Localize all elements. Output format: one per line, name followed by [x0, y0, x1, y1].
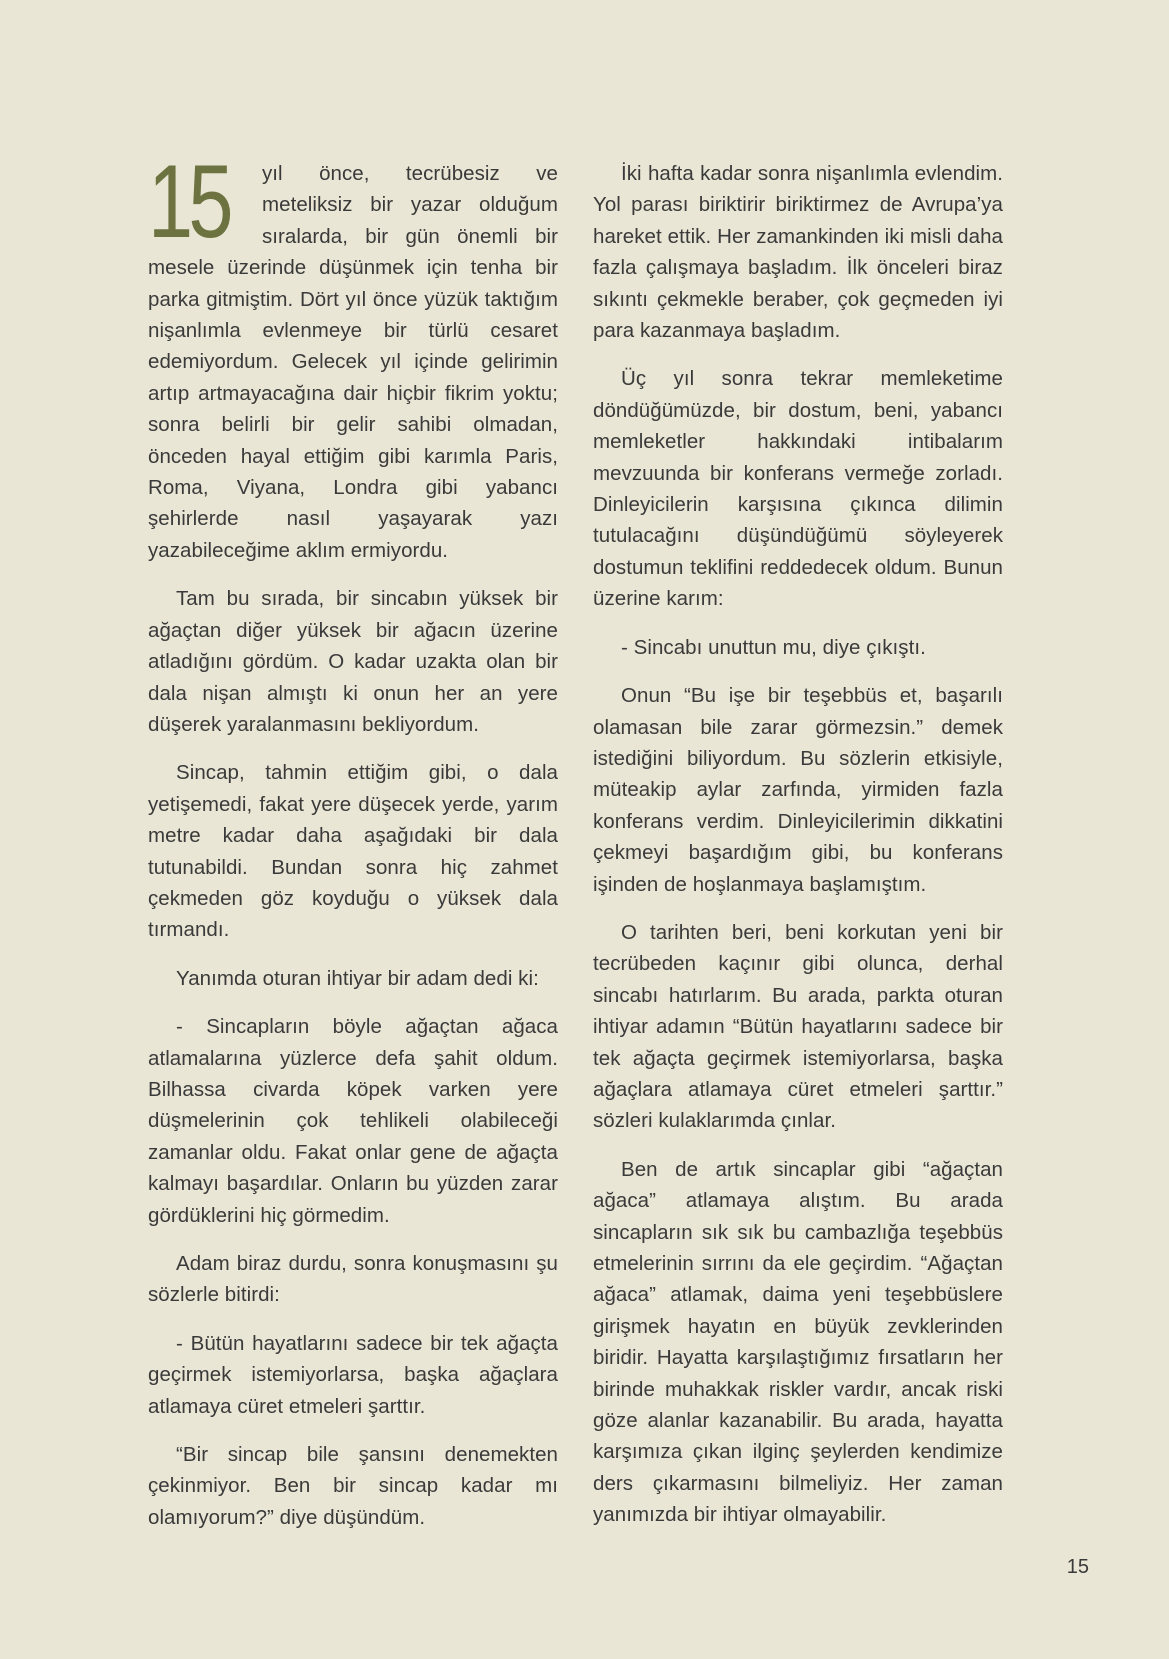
page-number: 15 [1066, 1556, 1089, 1578]
paragraph: Tam bu sırada, bir sincabın yüksek bir ağaçtan diğer yüksek bir ağacın üzerine atladığını gördüm. O kadar uzakta olan bir dala nişan almıştı ki onun her an yere düşerek yaralanmasını bekliyordum. [148, 587, 558, 736]
right-column [593, 158, 1003, 1548]
left-column [148, 144, 558, 1550]
paragraph-text: yıl önce, tecrübesiz ve meteliksiz bir yazar olduğum sıralarda, bir gün önemli bir mesele üzerinde düşünmek için tenha bir parka gitmiştim. Dört yıl önce yüzük taktığım nişanlımla evlenmeye bir türlü cesaret edemiyordum. Gelecek yıl içinde gelirimin artıp artmayacağına dair hiçbir fikrim yoktu; sonra belirli bir gelir sahibi olmadan, önceden hayal ettiğim gibi karımla Paris, Roma, Viyana, Londra gibi yabancı şehirlerde nasıl yaşayarak yazı yazabileceğime aklım ermiyordu. [148, 162, 558, 562]
paragraph: Adam biraz durdu, sonra konuşmasını şu sözlerle bitirdi: [148, 1252, 558, 1307]
paragraph [148, 144, 558, 566]
paragraph: Onun “Bu işe bir teşebbüs et, başarılı olamasan bile zarar görmezsin.” demek istediğini biliyordum. Bu sözlerin etkisiyle, müteakip aylar zarfında, yirmiden fazla konferans verdim. Dinleyicilerimin dikkatini çekmeyi başardığım gibi, bu konferans işinden de hoşlanmaya başlamıştım. [593, 684, 1003, 896]
paragraph: - Bütün hayatlarını sadece bir tek ağaçta geçirmek istemiyorlarsa, başka ağaçlara atlamaya cüret etmeleri şarttır. [148, 1331, 558, 1418]
drop-cap: 15 [148, 144, 229, 260]
paragraph: - Sincapların böyle ağaçtan ağaca atlamalarına yüzlerce defa şahit oldum. Bilhassa civarda köpek varken yere düşmelerinin çok tehlikeli olabileceği zamanlar oldu. Fakat onlar gene de ağaçta kalmayı başardılar. Onların bu yüzden zarar gördüklerini hiç görmedim. [148, 1015, 558, 1227]
paragraph: Yanımda oturan ihtiyar bir adam dedi ki: [176, 966, 539, 990]
paragraph: “Bir sincap bile şansını denemekten çekinmiyor. Ben bir sincap kadar mı olamıyorum?” diye düşündüm. [148, 1443, 558, 1529]
paragraph: Üç yıl sonra tekrar memleketime döndüğümüzde, bir dostum, beni, yabancı memleketler hakkındaki intibalarım mevzuunda bir konferans vermeğe zorladı. Dinleyicilerin karşısına çıkınca dilimin tutulacağını düşündüğümü söyleyerek dostumun teklifini reddedecek oldum. Bunun üzerine karım: [593, 367, 1003, 611]
paragraph: - Sincabı unuttun mu, diye çıkıştı. [621, 635, 926, 659]
paragraph: O tarihten beri, beni korkutan yeni bir tecrübeden kaçınır gibi olunca, derhal sincabı hatırlarım. Bu arada, parkta oturan ihtiyar adamın “Bütün hayatlarını sadece bir tek ağaçta geçirmek istemiyorlarsa, başka ağaçlara atlamaya cüret etmeleri şarttır.” sözleri kulaklarımda çınlar. [593, 920, 1003, 1133]
paragraph: Sincap, tahmin ettiğim gibi, o dala yetişemedi, fakat yere düşecek yerde, yarım metre kadar daha aşağıdaki bir dala tutunabildi. Bundan sonra hiç zahmet çekmeden göz koyduğu o yüksek dala tırmandı. [148, 761, 558, 942]
paragraph: Ben de artık sincaplar gibi “ağaçtan ağaca” atlamaya alıştım. Bu arada sincapların sık sık bu cambazlığa teşebbüs etmelerinin sırrını da ele geçirdim. “Ağaçtan ağaca” atlamak, daima yeni teşebbüslere girişmek hayatın en büyük zevklerinden biridir. Hayatta karşılaştığımız fırsatların her birinde muhakkak riskler vardır, ancak riski göze alanlar kazanabilir. Bu arada, hayatta karşımıza çıkan ilginç şeylerden kendimize ders çıkarmasını bilmeliyiz. Her zaman yanımızda bir ihtiyar olmayabilir. [593, 1157, 1003, 1527]
paragraph: İki hafta kadar sonra nişanlımla evlendim. Yol parası biriktirir biriktirmez de Avrupa’ya hareket ettik. Her zamankinden iki misli daha fazla çalışmaya başladım. İlk önceleri biraz sıkıntı çekmekle beraber, çok geçmeden iyi para kazanmaya başladım. [593, 162, 1003, 343]
